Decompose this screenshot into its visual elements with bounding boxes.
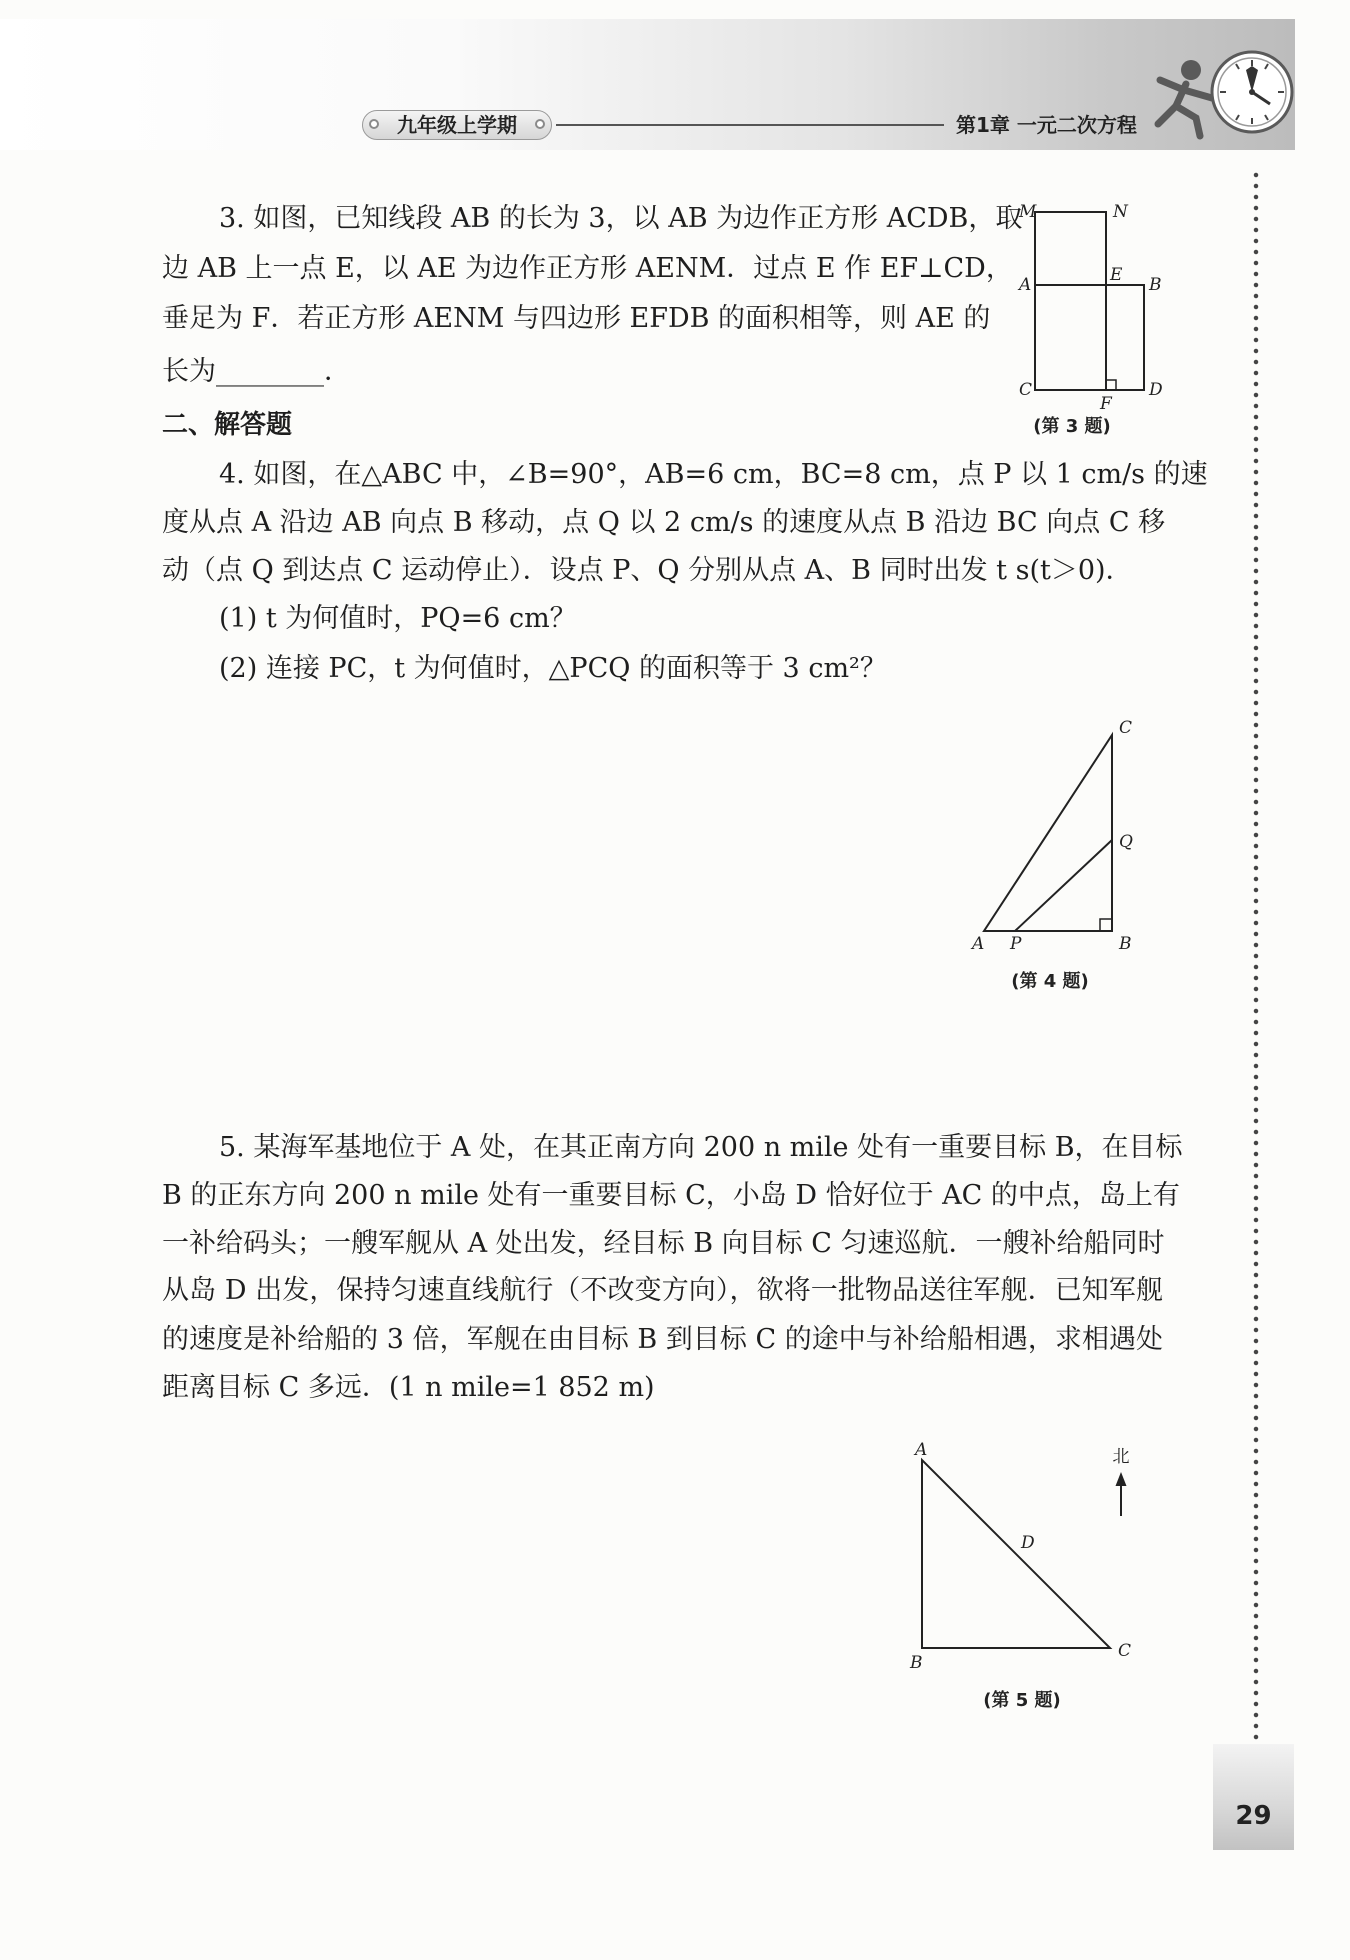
right-angle-mark-B <box>1100 919 1112 931</box>
problem-5-line-5: 的速度是补给船的 3 倍，军舰在由目标 B 到目标 C 的途中与补给船相遇，求相遇处 <box>162 1324 1163 1355</box>
figure-3-label-B: B <box>1149 275 1162 295</box>
problem-4-line-3: 动（点 Q 到达点 C 运动停止）．设点 P、Q 分别从点 A、B 同时出发 t s(t＞0)． <box>162 555 1133 586</box>
problem-3-line-2: 边 AB 上一点 E，以 AE 为边作正方形 AENM．过点 E 作 EF⊥CD， <box>162 253 1013 284</box>
figure-3-label-F: F <box>1100 394 1112 414</box>
triangle-ABC <box>984 735 1112 931</box>
clock-runner-icon <box>1158 52 1292 136</box>
right-angle-mark-F <box>1106 380 1116 390</box>
problem-4-subquestion-2: (2) 连接 PC，t 为何值时，△PCQ 的面积等于 3 cm²？ <box>219 653 887 684</box>
figure-5-label-D: D <box>1021 1533 1035 1553</box>
problem-3-line-1: 3. 如图，已知线段 AB 的长为 3，以 AB 为边作正方形 ACDB，取 <box>219 203 1023 234</box>
page-number: 29 <box>1235 1801 1272 1831</box>
figure-4-label-P: P <box>1010 934 1022 954</box>
figure-5 <box>922 1460 1121 1648</box>
segment-PQ <box>1015 840 1112 931</box>
north-arrow-icon <box>1116 1472 1127 1486</box>
figure-5-label-B: B <box>910 1653 923 1673</box>
figure-5-label-C: C <box>1118 1641 1132 1661</box>
problem-4-line-1: 4. 如图，在△ABC 中，∠B=90°，AB=6 cm，BC=8 cm，点 P 以 1 cm/s 的速 <box>219 459 1208 490</box>
figure-5-label-A: A <box>915 1440 928 1460</box>
problem-5-line-1: 5. 某海军基地位于 A 处，在其正南方向 200 n mile 处有一重要目标 B，在目标 <box>219 1132 1183 1163</box>
section-title: 二、解答题 <box>162 410 293 440</box>
grade-label: 九年级上学期 <box>362 110 552 140</box>
square-AENM <box>1035 212 1106 285</box>
chapter-title: 第1章 一元二次方程 <box>956 113 1137 137</box>
triangle-ABC <box>922 1460 1110 1648</box>
figure-4-label-C: C <box>1119 718 1133 738</box>
figure-3-label-A: A <box>1019 275 1032 295</box>
figure-3-label-D: D <box>1149 380 1163 400</box>
figure-3-label-E: E <box>1110 265 1123 285</box>
figure-5-caption: (第 5 题) <box>983 1690 1061 1711</box>
problem-4-line-2: 度从点 A 沿边 AB 向点 B 移动，点 Q 以 2 cm/s 的速度从点 B 沿边 BC 向点 C 移 <box>162 507 1166 538</box>
figure-3-label-N: N <box>1113 202 1128 222</box>
figure-3-label-C: C <box>1019 380 1033 400</box>
problem-3-line-4: 长为________． <box>162 356 351 387</box>
problem-4-subquestion-1: (1) t 为何值时，PQ=6 cm？ <box>219 603 577 634</box>
north-label: 北 <box>1112 1447 1130 1467</box>
problem-3-line-3: 垂足为 F．若正方形 AENM 与四边形 EFDB 的面积相等，则 AE 的 <box>162 303 991 334</box>
figure-4 <box>984 735 1112 931</box>
square-ACDB <box>1035 285 1144 390</box>
figure-4-caption: (第 4 题) <box>1011 971 1089 992</box>
figure-3-caption: (第 3 题) <box>1033 416 1111 437</box>
problem-5-line-3: 一补给码头；一艘军舰从 A 处出发，经目标 B 向目标 C 匀速巡航．一艘补给船同时 <box>162 1228 1165 1259</box>
figure-4-label-Q: Q <box>1119 832 1133 852</box>
problem-5-line-6: 距离目标 C 多远．(1 n mile=1 852 m) <box>162 1372 655 1403</box>
figure-3 <box>1035 212 1144 390</box>
figure-4-label-A: A <box>972 934 985 954</box>
figure-3-label-M: M <box>1019 202 1037 222</box>
figure-4-label-B: B <box>1119 934 1132 954</box>
problem-5-line-4: 从岛 D 出发，保持匀速直线航行（不改变方向），欲将一批物品送往军舰．已知军舰 <box>162 1275 1163 1306</box>
problem-5-line-2: B 的正东方向 200 n mile 处有一重要目标 C，小岛 D 恰好位于 AC 的中点，岛上有 <box>162 1180 1180 1211</box>
